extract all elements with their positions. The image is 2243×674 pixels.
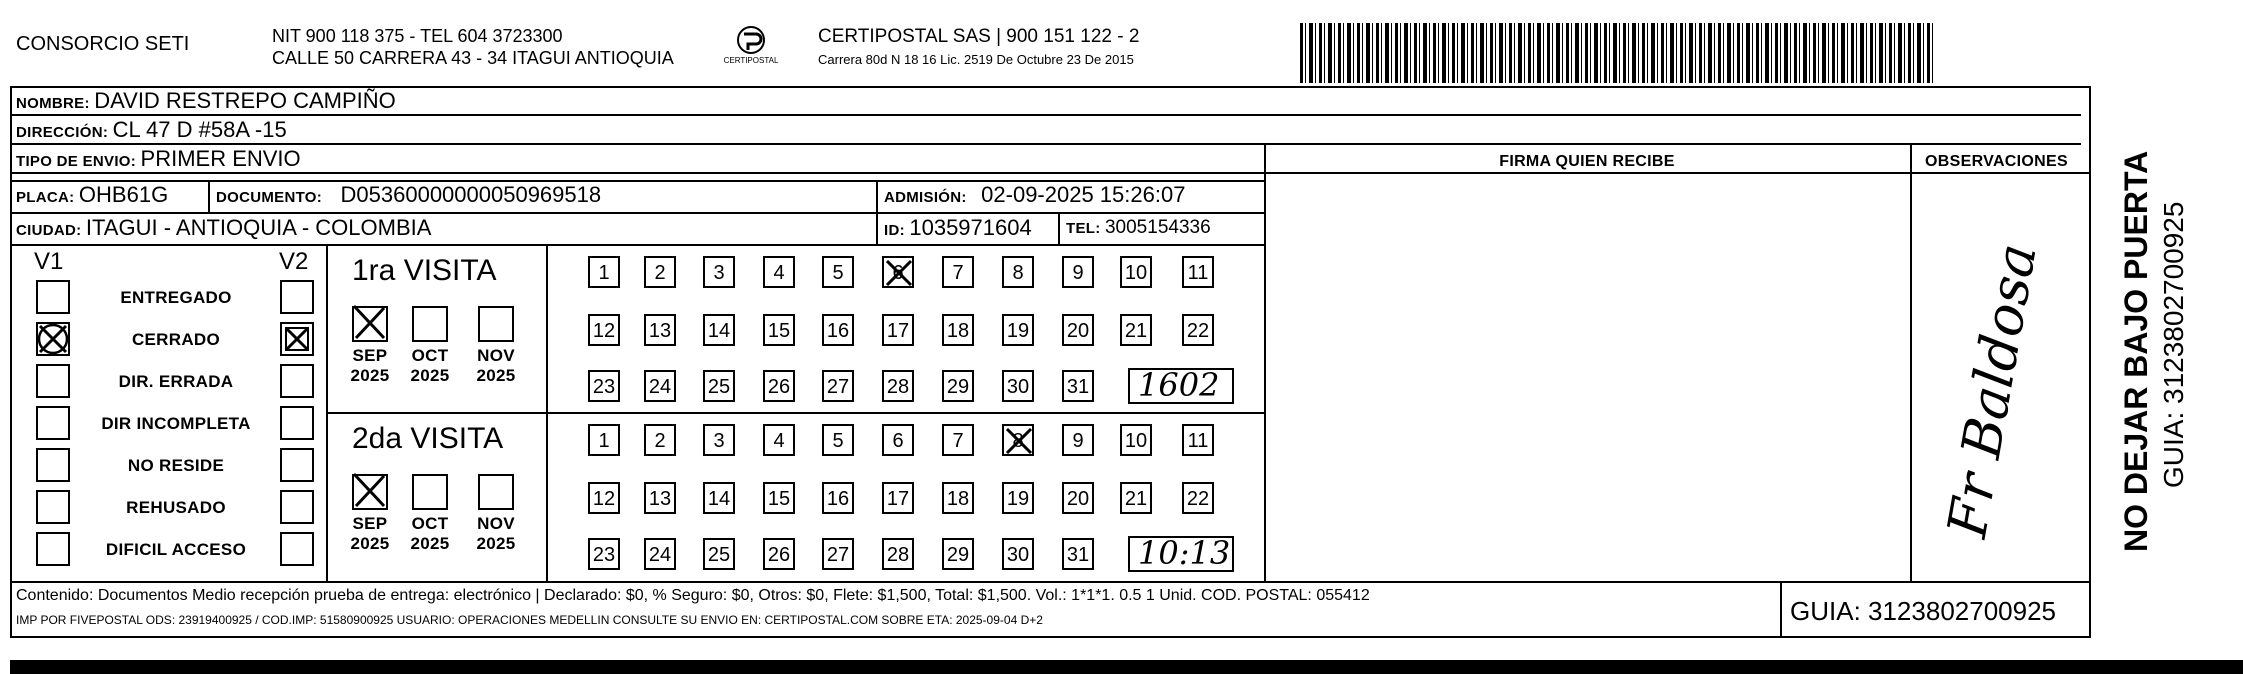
day-box[interactable]: 23 [588,370,620,402]
tel-value: 3005154336 [1104,217,1211,238]
day-box[interactable]: 6 [882,256,914,288]
day-box[interactable]: 31 [1062,370,1094,402]
status-row [0,364,326,402]
nit-line: NIT 900 118 375 - TEL 604 3723300 [272,26,563,46]
v2-checkbox[interactable] [280,322,314,356]
day-box[interactable]: 20 [1062,482,1094,514]
nombre-value: DAVID RESTREPO CAMPIÑO [94,88,396,113]
month-name: OCT [411,514,449,533]
signature-area[interactable] [1266,174,1910,581]
id-value: 1035971604 [909,215,1032,240]
v2-checkbox[interactable] [280,364,314,398]
month-name: SEP [352,346,388,365]
day-box[interactable]: 25 [703,370,735,402]
firma-header: FIRMA QUIEN RECIBE [1499,153,1675,170]
day-box[interactable]: 12 [588,482,620,514]
tel-row [1066,217,1211,239]
day-box[interactable]: 17 [882,314,914,346]
month-checkbox-oct[interactable] [412,474,448,510]
status-row [0,322,326,360]
day-box[interactable]: 8 [1002,256,1034,288]
placa-label: PLACA: [16,189,75,206]
visit-title: 2da VISITA [352,422,504,455]
status-row [0,280,326,318]
certipostal-logo [720,24,782,72]
status-label: DIR INCOMPLETA [101,414,251,433]
v1-checkbox[interactable] [36,322,70,356]
no-dejar-vertical: NO DEJAR BAJO PUERTA [2118,150,2154,552]
certipostal-line: CERTIPOSTAL SAS | 900 151 122 - 2 [818,26,1140,47]
day-box[interactable]: 15 [763,314,795,346]
observation-handwriting-area [1912,174,2081,581]
observaciones-header: OBSERVACIONES [1925,153,2068,170]
month-checkbox-sep[interactable] [352,474,388,510]
day-box[interactable]: 6 [882,424,914,456]
v1-checkbox[interactable] [36,490,70,524]
v2-label: V2 [279,248,309,275]
day-box[interactable]: 1 [588,256,620,288]
day-box[interactable]: 16 [822,482,854,514]
day-box[interactable]: 14 [703,482,735,514]
day-box[interactable]: 21 [1120,314,1152,346]
day-box[interactable]: 18 [942,314,974,346]
v1-checkbox[interactable] [36,280,70,314]
day-box[interactable]: 26 [763,538,795,570]
handwritten-time-box[interactable] [1128,368,1234,404]
v1-checkbox[interactable] [36,448,70,482]
direccion-label: DIRECCIÓN: [16,124,109,141]
placa-value: OHB61G [78,182,169,207]
day-box[interactable]: 28 [882,538,914,570]
ciudad-label: CIUDAD: [16,222,82,239]
handwritten-time: 1602 [1138,366,1220,404]
day-box[interactable]: 28 [882,370,914,402]
guia-vertical: GUIA: 3123802700925 [2158,201,2189,488]
admision-label: ADMISIÓN: [884,189,967,206]
day-box[interactable]: 7 [942,256,974,288]
handwritten-time: 10:13 [1138,534,1231,572]
admision-row [884,182,1185,208]
day-box[interactable]: 25 [703,538,735,570]
month-year: 2025 [350,534,390,553]
tipo-label: TIPO DE ENVIO: [16,153,137,170]
day-box[interactable]: 21 [1120,482,1152,514]
status-label: DIR. ERRADA [118,372,234,391]
day-box[interactable]: 27 [822,538,854,570]
day-box[interactable]: 29 [942,370,974,402]
month-year: 2025 [476,534,516,553]
day-box[interactable]: 9 [1062,424,1094,456]
v1-checkbox[interactable] [36,532,70,566]
day-box[interactable]: 23 [588,538,620,570]
status-label: DIFICIL ACCESO [105,540,247,559]
month-checkbox-nov[interactable] [478,306,514,342]
day-box[interactable]: 3 [703,424,735,456]
tipo-value: PRIMER ENVIO [140,146,301,171]
v1-checkbox[interactable] [36,364,70,398]
month-year: 2025 [350,366,390,385]
day-box[interactable]: 5 [822,256,854,288]
day-box[interactable]: 9 [1062,256,1094,288]
status-row [0,532,326,570]
day-box[interactable]: 7 [942,424,974,456]
day-box[interactable]: 24 [644,538,676,570]
day-box[interactable]: 14 [703,314,735,346]
status-label: ENTREGADO [120,288,232,307]
month-year: 2025 [476,366,516,385]
month-year: 2025 [410,366,450,385]
day-box[interactable]: 13 [644,482,676,514]
handwritten-time-box[interactable] [1128,536,1234,572]
id-label: ID: [884,222,905,239]
day-box[interactable]: 16 [822,314,854,346]
month-year: 2025 [410,534,450,553]
v2-checkbox[interactable] [280,448,314,482]
status-label: CERRADO [131,330,221,349]
day-box[interactable]: 27 [822,370,854,402]
day-box[interactable]: 11 [1182,256,1214,288]
status-label: NO RESIDE [127,456,225,475]
placa-row [16,182,168,208]
documento-row [216,182,601,208]
month-name: NOV [477,346,515,365]
day-box[interactable]: 8 [1002,424,1034,456]
day-box[interactable]: 4 [763,424,795,456]
documento-label: DOCUMENTO: [216,189,323,206]
observation-handwriting: Fr Baldosa [1935,239,2049,543]
tipo-row [16,146,301,172]
admision-value: 02-09-2025 15:26:07 [981,182,1186,207]
day-box[interactable]: 30 [1002,538,1034,570]
bottom-edge [10,660,2243,674]
day-check-mark [1002,424,1036,458]
day-box[interactable]: 17 [882,482,914,514]
nombre-row [16,88,396,114]
day-box[interactable]: 18 [942,482,974,514]
month-name: NOV [477,514,515,533]
direccion-value: CL 47 D #58A -15 [112,117,287,142]
ciudad-value: ITAGUI - ANTIOQUIA - COLOMBIA [85,215,432,240]
day-box[interactable]: 19 [1002,314,1034,346]
day-box[interactable]: 26 [763,370,795,402]
license-line: Carrera 80d N 18 16 Lic. 2519 De Octubre 23 De 2015 [818,52,1134,67]
logo-text: CERTIPOSTAL [723,56,779,65]
v1-checkbox[interactable] [36,406,70,440]
day-box[interactable]: 10 [1120,424,1152,456]
day-box[interactable]: 29 [942,538,974,570]
month-checkbox-sep[interactable] [352,306,388,342]
direccion-row [16,117,287,143]
visit-title: 1ra VISITA [352,254,497,287]
day-box[interactable]: 2 [644,256,676,288]
day-box[interactable]: 20 [1062,314,1094,346]
imp-line: IMP POR FIVEPOSTAL ODS: 23919400925 / COD.IMP: 51580900925 USUARIO: OPERACIONES MEDELLIN CONSULTE SU ENVIO EN: CERTIPOSTAL.COM SOBRE ETA: 2025-09-04 D+2 [16,613,1043,627]
day-box[interactable]: 13 [644,314,676,346]
day-box[interactable]: 5 [822,424,854,456]
footer-guia: GUIA: 3123802700925 [1790,596,2056,626]
day-box[interactable]: 10 [1120,256,1152,288]
day-box[interactable]: 2 [644,424,676,456]
tel-label: TEL: [1066,220,1101,237]
v1-label: V1 [34,248,64,275]
day-box[interactable]: 3 [703,256,735,288]
day-check-mark [882,256,916,290]
company-name: CONSORCIO SETI [16,33,190,55]
day-box[interactable]: 22 [1182,314,1214,346]
address-line: CALLE 50 CARRERA 43 - 34 ITAGUI ANTIOQUIA [272,48,674,68]
v2-checkbox[interactable] [280,490,314,524]
day-box[interactable]: 15 [763,482,795,514]
day-box[interactable]: 12 [588,314,620,346]
v2-checkbox[interactable] [280,532,314,566]
contenido-line: Contenido: Documentos Medio recepción prueba de entrega: electrónico | Declarado: $0, % Seguro: $0, Otros: $0, Flete: $1,500, Total: $1,500. Vol.: 1*1*1. 0.5 1 Unid. COD. POSTAL: 055412 [16,587,1370,604]
day-box[interactable]: 24 [644,370,676,402]
month-name: OCT [411,346,449,365]
v2-checkbox[interactable] [280,406,314,440]
status-row [0,490,326,528]
barcode [1300,23,1934,83]
day-box[interactable]: 11 [1182,424,1214,456]
status-label: REHUSADO [126,498,226,517]
day-box[interactable]: 19 [1002,482,1034,514]
status-row [0,406,326,444]
day-box[interactable]: 31 [1062,538,1094,570]
nombre-label: NOMBRE: [16,95,90,112]
day-box[interactable]: 30 [1002,370,1034,402]
status-row [0,448,326,486]
ciudad-row [16,215,431,241]
day-box[interactable]: 22 [1182,482,1214,514]
documento-value: D05360000000050969518 [340,182,602,207]
month-checkbox-nov[interactable] [478,474,514,510]
month-name: SEP [352,514,388,533]
month-checkbox-oct[interactable] [412,306,448,342]
id-row [884,215,1032,241]
day-box[interactable]: 1 [588,424,620,456]
v2-checkbox[interactable] [280,280,314,314]
day-box[interactable]: 4 [763,256,795,288]
